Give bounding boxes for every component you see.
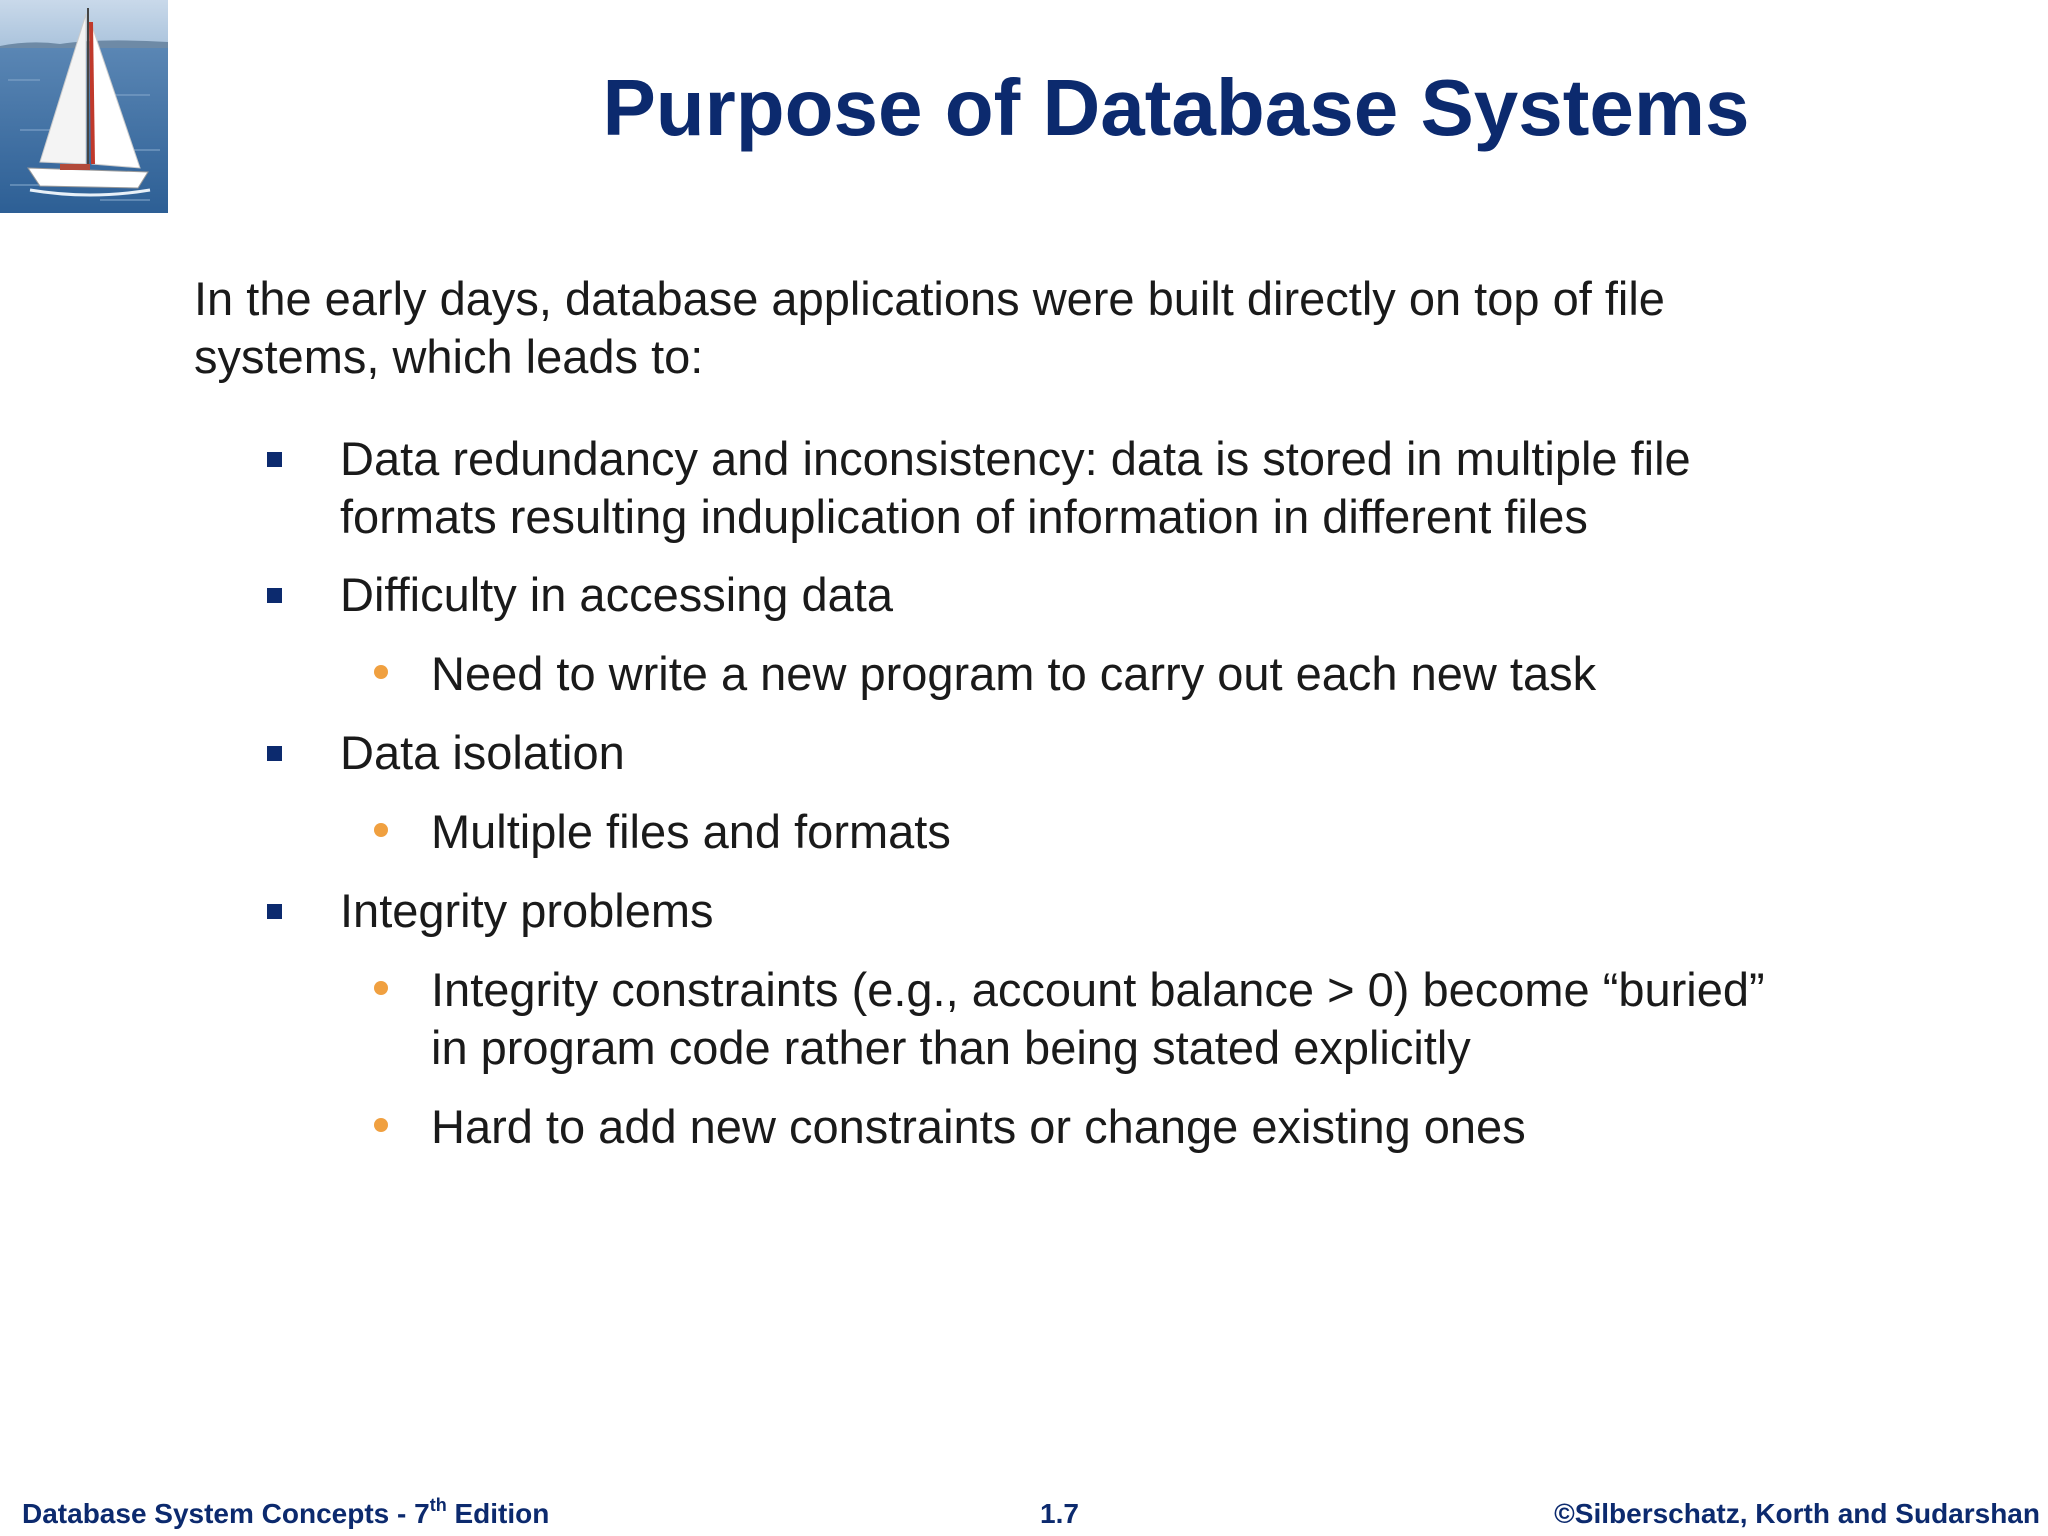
sub-list-item-text: Multiple files and formats — [431, 805, 951, 858]
list-item — [340, 430, 1790, 546]
square-bullet-icon — [267, 746, 282, 761]
slide-footer — [0, 1496, 2048, 1536]
sub-list-item-text: Need to write a new program to carry out each new task — [431, 647, 1597, 700]
list-item-line: Data redundancy and inconsistency: data is stored in multiple file — [340, 432, 1691, 485]
list-item-line: formats resulting induplication of information in different files — [340, 490, 1588, 543]
round-bullet-icon — [374, 665, 388, 679]
square-bullet-icon — [267, 904, 282, 919]
sub-list-item-text: Hard to add new constraints or change existing ones — [431, 1100, 1526, 1153]
list-item — [340, 566, 1790, 624]
footer-book-suffix: Edition — [446, 1498, 550, 1529]
slide-title-text: Purpose of Database Systems — [602, 63, 1750, 152]
sub-list-item-line: in program code rather than being stated explicitly — [431, 1021, 1471, 1074]
footer-book-title — [22, 1496, 549, 1532]
list-item-text: Integrity problems — [340, 884, 714, 937]
sub-list-item — [431, 1098, 1871, 1156]
round-bullet-icon — [374, 1118, 388, 1132]
sub-list-item — [431, 961, 1871, 1077]
list-item — [340, 882, 1790, 940]
sub-list-item-line: Integrity constraints (e.g., account balance > 0) become “buried” — [431, 963, 1765, 1016]
list-item — [340, 724, 1790, 782]
round-bullet-icon — [374, 823, 388, 837]
footer-copyright: ©Silberschatz, Korth and Sudarshan — [1554, 1498, 2040, 1529]
footer-book-prefix: Database System Concepts - 7 — [22, 1498, 430, 1529]
slide-title — [168, 62, 2048, 154]
round-bullet-icon — [374, 981, 388, 995]
list-item-text: Difficulty in accessing data — [340, 568, 893, 621]
sub-list-item — [431, 645, 1871, 703]
footer-page-number: 1.7 — [1040, 1498, 1079, 1529]
footer-book-sup: th — [429, 1494, 447, 1515]
sailboat-logo — [0, 0, 168, 213]
square-bullet-icon — [267, 452, 282, 467]
intro-paragraph: In the early days, database applications were built directly on top of file systems, which leads to: — [194, 272, 1665, 383]
sub-list-item — [431, 803, 1871, 861]
list-item-text: Data isolation — [340, 726, 625, 779]
square-bullet-icon — [267, 588, 282, 603]
